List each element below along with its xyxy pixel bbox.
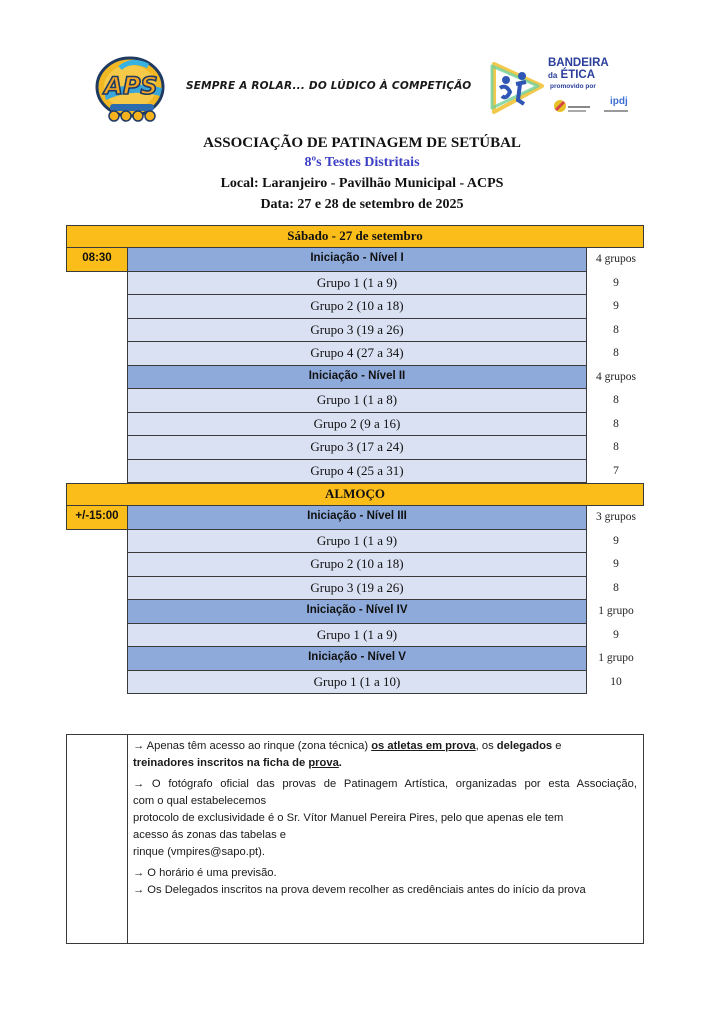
notes-box <box>66 734 644 944</box>
group-row <box>66 436 644 460</box>
sponsor-logos-icon <box>552 92 632 120</box>
aps-skate-logo-icon <box>90 54 176 126</box>
association-title: ASSOCIAÇÃO DE PATINAGEM DE SETÚBAL <box>203 135 521 151</box>
group-count: 1 grupo <box>598 605 634 617</box>
athlete-count: 9 <box>613 534 619 547</box>
level-name: Iniciação - Nível I <box>127 248 587 272</box>
group-row <box>66 624 644 648</box>
group-label: Grupo 3 (19 a 26) <box>127 319 587 343</box>
aps-logo <box>90 54 176 126</box>
level-name: Iniciação - Nível IV <box>127 600 587 624</box>
group-row <box>66 272 644 296</box>
group-row <box>66 295 644 319</box>
level-row <box>66 600 644 624</box>
group-label: Grupo 3 (17 a 24) <box>127 436 587 460</box>
schedule-table <box>66 225 644 694</box>
level-row <box>66 506 644 530</box>
bandeira-subtitle: da ÉTICA <box>548 69 596 81</box>
athlete-count: 8 <box>613 417 619 430</box>
group-label: Grupo 1 (1 a 10) <box>127 671 587 695</box>
group-label: Grupo 1 (1 a 8) <box>127 389 587 413</box>
level-row <box>66 366 644 390</box>
group-row <box>66 530 644 554</box>
lunch-break: ALMOÇO <box>66 483 644 506</box>
group-label: Grupo 1 (1 a 9) <box>127 272 587 296</box>
group-label: Grupo 2 (9 a 16) <box>127 413 587 437</box>
athlete-count: 9 <box>613 558 619 570</box>
athlete-count: 8 <box>613 323 619 336</box>
group-row <box>66 577 644 601</box>
group-row <box>66 460 644 484</box>
event-title: 8ºs Testes Distritais <box>304 155 420 170</box>
group-count: 4 grupos <box>596 370 636 383</box>
group-row <box>66 389 644 413</box>
group-count: 3 grupos <box>596 511 636 523</box>
bandeira-promoted-by: promovido por <box>550 83 596 90</box>
arrow-right-icon: → <box>133 867 145 879</box>
svg-text:APS: APS <box>104 72 158 100</box>
note-photographer: → O fotógrafo oficial das provas de Patinagem Artística, organizadas por esta Associação, com o qual estabelecemos protocolo de exclusividade é o Sr. Vítor Manuel Pereira Pires, pelo que apenas ele tem acesso ás zonas das tabelas e rinque (vmpires@sapo.pt). <box>133 778 637 858</box>
group-count: 1 grupo <box>598 652 634 664</box>
group-label: Grupo 4 (27 a 34) <box>127 342 587 366</box>
group-label: Grupo 2 (10 a 18) <box>127 295 587 319</box>
level-name: Iniciação - Nível II <box>127 366 587 390</box>
level-name: Iniciação - Nível III <box>127 506 587 530</box>
group-row <box>66 671 644 695</box>
bandeira-etica-logo <box>488 54 634 124</box>
group-row <box>66 342 644 366</box>
slogan: SEMPRE A ROLAR... DO LÚDICO À COMPETIÇÃO <box>186 80 472 92</box>
date-line: Data: 27 e 28 de setembro de 2025 <box>260 197 464 212</box>
svg-text:ipdj: ipdj <box>610 96 628 107</box>
athlete-count: 9 <box>613 276 619 289</box>
group-count: 4 grupos <box>596 253 636 265</box>
group-label: Grupo 1 (1 a 9) <box>127 530 587 554</box>
level-name: Iniciação - Nível V <box>127 647 587 671</box>
bandeira-da-etica-logo-icon <box>488 56 546 118</box>
arrow-right-icon: → <box>133 740 145 752</box>
athlete-count: 8 <box>613 394 619 406</box>
notes-empty-cell <box>67 735 128 943</box>
bandeira-title: BANDEIRA <box>548 57 609 69</box>
group-label: Grupo 3 (19 a 26) <box>127 577 587 601</box>
level-row <box>66 647 644 671</box>
note-access: → Apenas têm acesso ao rinque (zona técnica) os atletas em prova, os delegados e treinadores inscritos na ficha de prova. <box>133 740 562 769</box>
arrow-right-icon: → <box>133 778 145 790</box>
athlete-count: 7 <box>613 464 619 477</box>
location-line: Local: Laranjeiro - Pavilhão Municipal - ACPS <box>220 176 504 191</box>
athlete-count: 8 <box>613 441 619 453</box>
notes-body <box>133 738 637 899</box>
group-row <box>66 319 644 343</box>
day-header: Sábado - 27 de setembro <box>66 225 644 248</box>
athlete-count: 10 <box>610 675 622 688</box>
athlete-count: 9 <box>613 300 619 312</box>
athlete-count: 9 <box>613 628 619 641</box>
arrow-right-icon: → <box>133 884 145 896</box>
note-credentials: → Os Delegados inscritos na prova devem recolher as credênciais antes do início da prova <box>133 884 586 896</box>
athlete-count: 8 <box>613 347 619 359</box>
time-cell: +/-15:00 <box>66 506 128 530</box>
athlete-count: 8 <box>613 581 619 594</box>
note-schedule-estimate: → O horário é uma previsão. <box>133 867 277 879</box>
level-row <box>66 248 644 272</box>
group-row <box>66 553 644 577</box>
title-block <box>0 134 724 215</box>
group-row <box>66 413 644 437</box>
group-label: Grupo 2 (10 a 18) <box>127 553 587 577</box>
group-label: Grupo 4 (25 a 31) <box>127 460 587 484</box>
group-label: Grupo 1 (1 a 9) <box>127 624 587 648</box>
time-cell: 08:30 <box>66 248 128 272</box>
